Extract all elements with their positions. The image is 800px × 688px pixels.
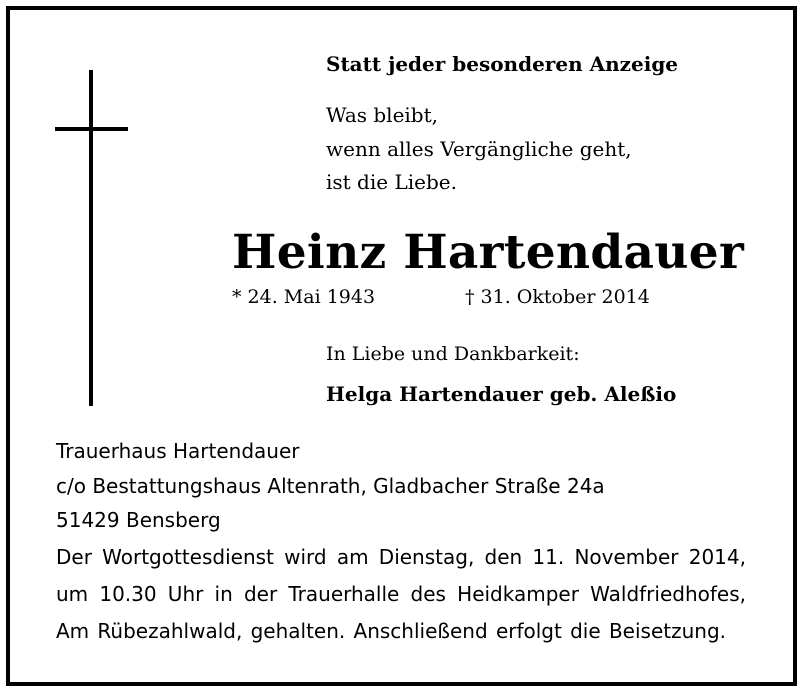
notice-heading: Statt jeder besonderen Anzeige bbox=[326, 52, 679, 76]
deceased-name: Heinz Hartendauer bbox=[232, 225, 745, 280]
service-line: Der Wortgottesdienst wird am Dienstag, den 11. November 2014, bbox=[56, 545, 746, 569]
service-line: Am Rübezahlwald, gehalten. Anschließend erfolgt die Beisetzung. bbox=[56, 619, 726, 643]
cross-vertical-bar bbox=[89, 70, 93, 406]
address-line: c/o Bestattungshaus Altenrath, Gladbacher Straße 24a bbox=[56, 474, 605, 498]
signer-name: Helga Hartendauer geb. Aleßio bbox=[326, 382, 677, 406]
address-line: 51429 Bensberg bbox=[56, 508, 221, 532]
quote-line: Was bleibt, bbox=[326, 103, 438, 127]
cross-horizontal-bar bbox=[55, 127, 128, 131]
birth-date: * 24. Mai 1943 bbox=[232, 286, 376, 308]
address-line: Trauerhaus Hartendauer bbox=[56, 439, 300, 463]
thanks-line: In Liebe und Dankbarkeit: bbox=[326, 343, 580, 365]
death-date: † 31. Oktober 2014 bbox=[465, 286, 650, 308]
quote-line: wenn alles Vergängliche geht, bbox=[326, 137, 632, 161]
service-line: um 10.30 Uhr in der Trauerhalle des Heidkamper Waldfriedhofes, bbox=[56, 582, 746, 606]
quote-line: ist die Liebe. bbox=[326, 170, 457, 194]
